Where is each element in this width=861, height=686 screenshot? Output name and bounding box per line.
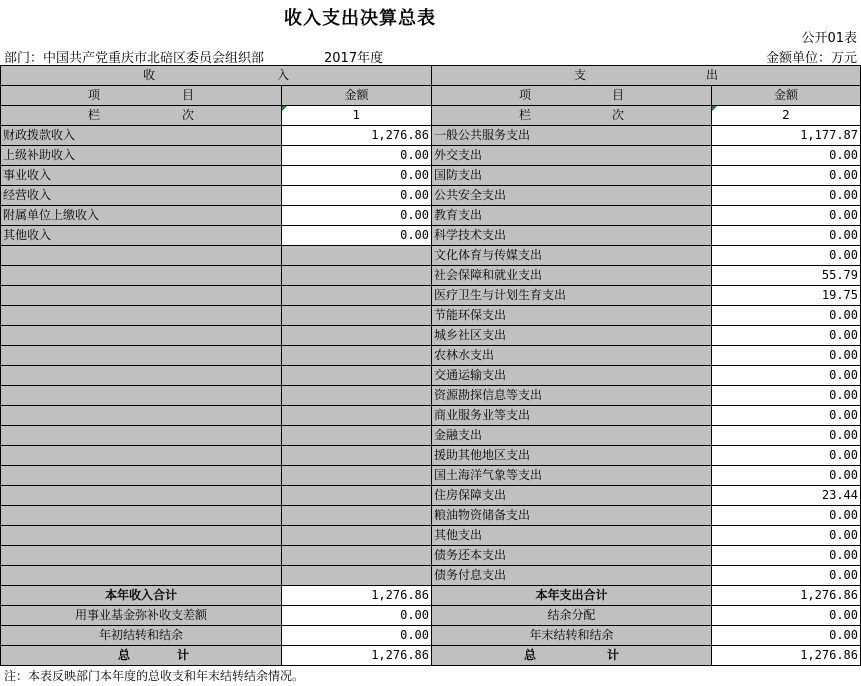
table-row [1,526,861,546]
income-amount [282,286,432,306]
table-row [1,546,861,566]
fiscal-year: 2017年度 [324,51,384,66]
table-row [1,446,861,466]
department-label: 部门：中国共产党重庆市北碚区委员会组织部 [4,51,265,66]
group-header-row [1,66,861,86]
income-item [1,566,282,586]
income-col-number: 1 [282,106,432,126]
expense-amount: 23.44 [712,486,861,506]
table-row [1,406,861,426]
expense-group-header: 支 出 [432,66,861,86]
footnote: 注：本表反映部门本年度的总收支和年末结转结余情况。 [4,669,305,683]
income-amount [282,446,432,466]
income-amount [282,526,432,546]
income-item [1,506,282,526]
expense-amount: 0.00 [712,326,861,346]
income-item [1,246,282,266]
income-amount [282,306,432,326]
table-row [1,306,861,326]
total-income-label: 总 计 [1,646,282,666]
expense-amount: 19.75 [712,286,861,306]
expense-amount: 0.00 [712,406,861,426]
table-row [1,566,861,586]
income-amount [282,266,432,286]
summary-expense-amount: 1,276.86 [712,586,861,606]
summary-expense-amount: 0.00 [712,626,861,646]
form-code: 公开01表 [801,31,857,46]
income-amount-header: 金额 [282,86,432,106]
expense-item: 国土海洋气象等支出 [432,466,712,486]
table-row [1,126,861,146]
expense-amount: 0.00 [712,366,861,386]
expense-amount: 0.00 [712,566,861,586]
income-item [1,266,282,286]
table-row [1,206,861,226]
income-item: 上级补助收入 [1,146,282,166]
expense-amount: 0.00 [712,166,861,186]
expense-amount: 0.00 [712,346,861,366]
income-amount: 1,276.86 [282,126,432,146]
expense-item: 教育支出 [432,206,712,226]
summary-income-amount: 1,276.86 [282,586,432,606]
expense-col-label: 栏 次 [432,106,712,126]
expense-item: 商业服务业等支出 [432,406,712,426]
summary-income-amount: 0.00 [282,626,432,646]
expense-item: 债务还本支出 [432,546,712,566]
income-item [1,286,282,306]
income-amount [282,426,432,446]
income-amount [282,386,432,406]
summary-expense-label: 结余分配 [432,606,712,626]
income-item [1,526,282,546]
income-amount [282,466,432,486]
total-expense-label: 总 计 [432,646,712,666]
income-amount [282,366,432,386]
table-row [1,366,861,386]
table-row [1,226,861,246]
income-amount [282,546,432,566]
income-amount [282,346,432,366]
expense-item: 援助其他地区支出 [432,446,712,466]
summary-row [1,586,861,606]
table-row [1,386,861,406]
income-expense-table [0,65,861,666]
income-item [1,446,282,466]
expense-amount: 0.00 [712,526,861,546]
expense-amount: 1,177.87 [712,126,861,146]
income-item [1,386,282,406]
income-item-header: 项 目 [1,86,282,106]
column-number-row [1,106,861,126]
summary-expense-label: 本年支出合计 [432,586,712,606]
income-amount [282,566,432,586]
expense-amount: 0.00 [712,226,861,246]
income-amount [282,486,432,506]
income-amount: 0.00 [282,206,432,226]
table-row [1,246,861,266]
table-row [1,326,861,346]
income-group-header: 收 入 [1,66,432,86]
table-row [1,186,861,206]
summary-income-label: 年初结转和结余 [1,626,282,646]
expense-item-header: 项 目 [432,86,712,106]
income-amount [282,246,432,266]
expense-item: 粮油物资储备支出 [432,506,712,526]
expense-item: 其他支出 [432,526,712,546]
expense-item: 医疗卫生与计划生育支出 [432,286,712,306]
expense-item: 公共安全支出 [432,186,712,206]
expense-amount: 0.00 [712,246,861,266]
summary-row [1,606,861,626]
expense-item: 城乡社区支出 [432,326,712,346]
income-item: 事业收入 [1,166,282,186]
expense-amount: 0.00 [712,186,861,206]
summary-income-amount: 0.00 [282,606,432,626]
income-amount [282,326,432,346]
summary-expense-label: 年末结转和结余 [432,626,712,646]
table-row [1,346,861,366]
expense-amount: 0.00 [712,466,861,486]
amount-unit: 金额单位：万元 [765,51,857,66]
income-amount [282,506,432,526]
table-row [1,286,861,306]
summary-income-label: 用事业基金弥补收支差额 [1,606,282,626]
income-amount: 0.00 [282,186,432,206]
income-item [1,306,282,326]
income-item [1,426,282,446]
income-item [1,466,282,486]
income-amount: 0.00 [282,226,432,246]
expense-amount: 0.00 [712,506,861,526]
income-amount [282,406,432,426]
expense-item: 资源勘探信息等支出 [432,386,712,406]
income-item: 财政拨款收入 [1,126,282,146]
income-item [1,366,282,386]
expense-item: 科学技术支出 [432,226,712,246]
expense-item: 节能环保支出 [432,306,712,326]
income-item: 经营收入 [1,186,282,206]
table-row [1,466,861,486]
expense-item: 金融支出 [432,426,712,446]
income-item [1,326,282,346]
income-item [1,546,282,566]
expense-item: 住房保障支出 [432,486,712,506]
expense-amount: 0.00 [712,306,861,326]
income-item [1,406,282,426]
summary-income-label: 本年收入合计 [1,586,282,606]
income-col-label: 栏 次 [1,106,282,126]
table-row [1,506,861,526]
expense-amount-header: 金额 [712,86,861,106]
income-item: 附属单位上缴收入 [1,206,282,226]
summary-expense-amount: 0.00 [712,606,861,626]
expense-amount: 0.00 [712,546,861,566]
table-row [1,426,861,446]
expense-amount: 0.00 [712,146,861,166]
expense-amount: 0.00 [712,206,861,226]
column-header-row [1,86,861,106]
income-amount: 0.00 [282,146,432,166]
table-row [1,486,861,506]
income-item [1,486,282,506]
grand-total-row [1,646,861,666]
expense-item: 社会保障和就业支出 [432,266,712,286]
expense-col-number: 2 [712,106,861,126]
expense-amount: 0.00 [712,426,861,446]
expense-item: 农林水支出 [432,346,712,366]
expense-item: 一般公共服务支出 [432,126,712,146]
expense-item: 外交支出 [432,146,712,166]
summary-row [1,626,861,646]
income-item [1,346,282,366]
table-row [1,146,861,166]
total-expense-amount: 1,276.86 [712,646,861,666]
income-item: 其他收入 [1,226,282,246]
expense-item: 文化体育与传媒支出 [432,246,712,266]
table-row [1,266,861,286]
expense-amount: 0.00 [712,386,861,406]
expense-item: 交通运输支出 [432,366,712,386]
expense-item: 债务付息支出 [432,566,712,586]
total-income-amount: 1,276.86 [282,646,432,666]
report-title: 收入支出决算总表 [284,8,436,29]
expense-item: 国防支出 [432,166,712,186]
table-row [1,166,861,186]
income-amount: 0.00 [282,166,432,186]
expense-amount: 55.79 [712,266,861,286]
expense-amount: 0.00 [712,446,861,466]
